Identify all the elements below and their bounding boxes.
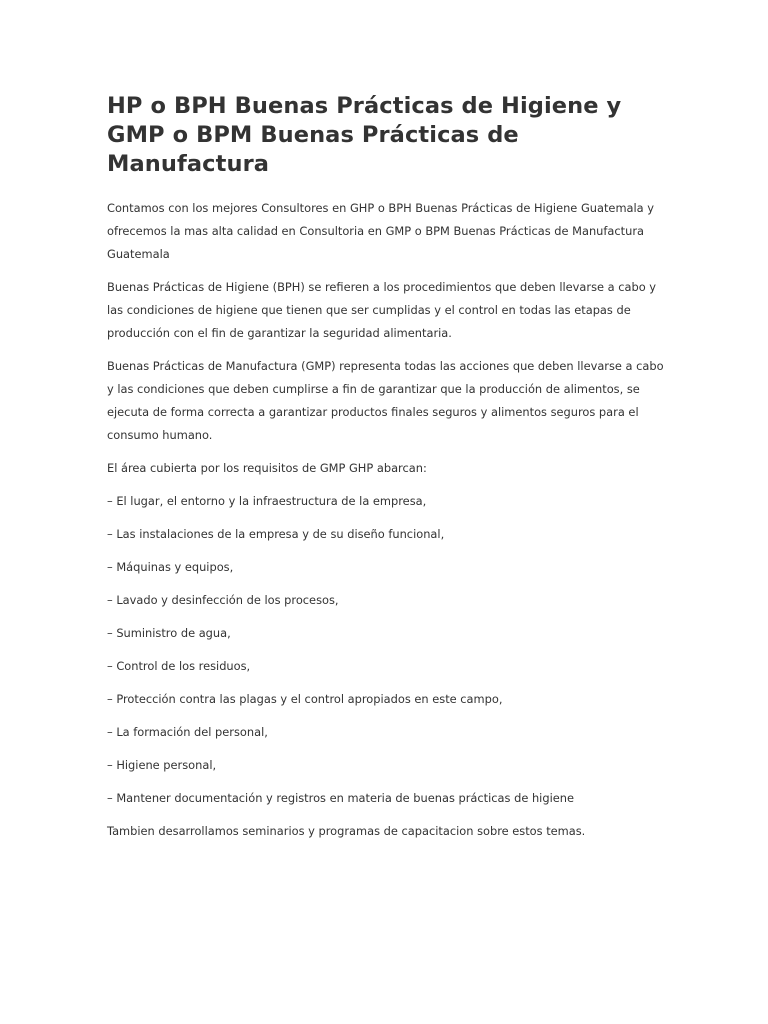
- list-item: – Control de los residuos,: [107, 659, 251, 673]
- document-body: [107, 197, 667, 843]
- paragraph-gmp-definition: Buenas Prácticas de Manufactura (GMP) representa todas las acciones que deben llevarse a cabo y las condiciones que deben cumplirse a fin de garantizar que la producción de alimentos, se ejecuta de forma correcta a garantizar productos finales seguros y alimentos seguros para el consumo humano.: [107, 359, 664, 442]
- list-item: – Lavado y desinfección de los procesos,: [107, 593, 339, 607]
- list-item: – La formación del personal,: [107, 725, 268, 739]
- list-item: – Higiene personal,: [107, 758, 217, 772]
- list-item: – Las instalaciones de la empresa y de su diseño funcional,: [107, 527, 445, 541]
- list-item: – El lugar, el entorno y la infraestructura de la empresa,: [107, 494, 427, 508]
- list-item: – Protección contra las plagas y el control apropiados en este campo,: [107, 692, 503, 706]
- requirements-list: [107, 490, 667, 810]
- paragraph-scope-heading: El área cubierta por los requisitos de GMP GHP abarcan:: [107, 461, 427, 475]
- document-page: [107, 92, 667, 853]
- document-title: HP o BPH Buenas Prácticas de Higiene y GMP o BPM Buenas Prácticas de Manufactura: [107, 93, 622, 177]
- list-item: – Suministro de agua,: [107, 626, 231, 640]
- list-item: – Mantener documentación y registros en materia de buenas prácticas de higiene: [107, 791, 574, 805]
- paragraph-bph-definition: Buenas Prácticas de Higiene (BPH) se refieren a los procedimientos que deben llevarse a cabo y las condiciones de higiene que tienen que ser cumplidas y el control en todas las etapas de producción con el fin de garantizar la seguridad alimentaria.: [107, 280, 657, 340]
- paragraph-intro: Contamos con los mejores Consultores en GHP o BPH Buenas Prácticas de Higiene Guatemala y ofrecemos la mas alta calidad en Consultoria en GMP o BPM Buenas Prácticas de Manufactura Guatemala: [107, 201, 655, 261]
- list-item: – Máquinas y equipos,: [107, 560, 234, 574]
- paragraph-closing: Tambien desarrollamos seminarios y programas de capacitacion sobre estos temas.: [107, 824, 586, 838]
